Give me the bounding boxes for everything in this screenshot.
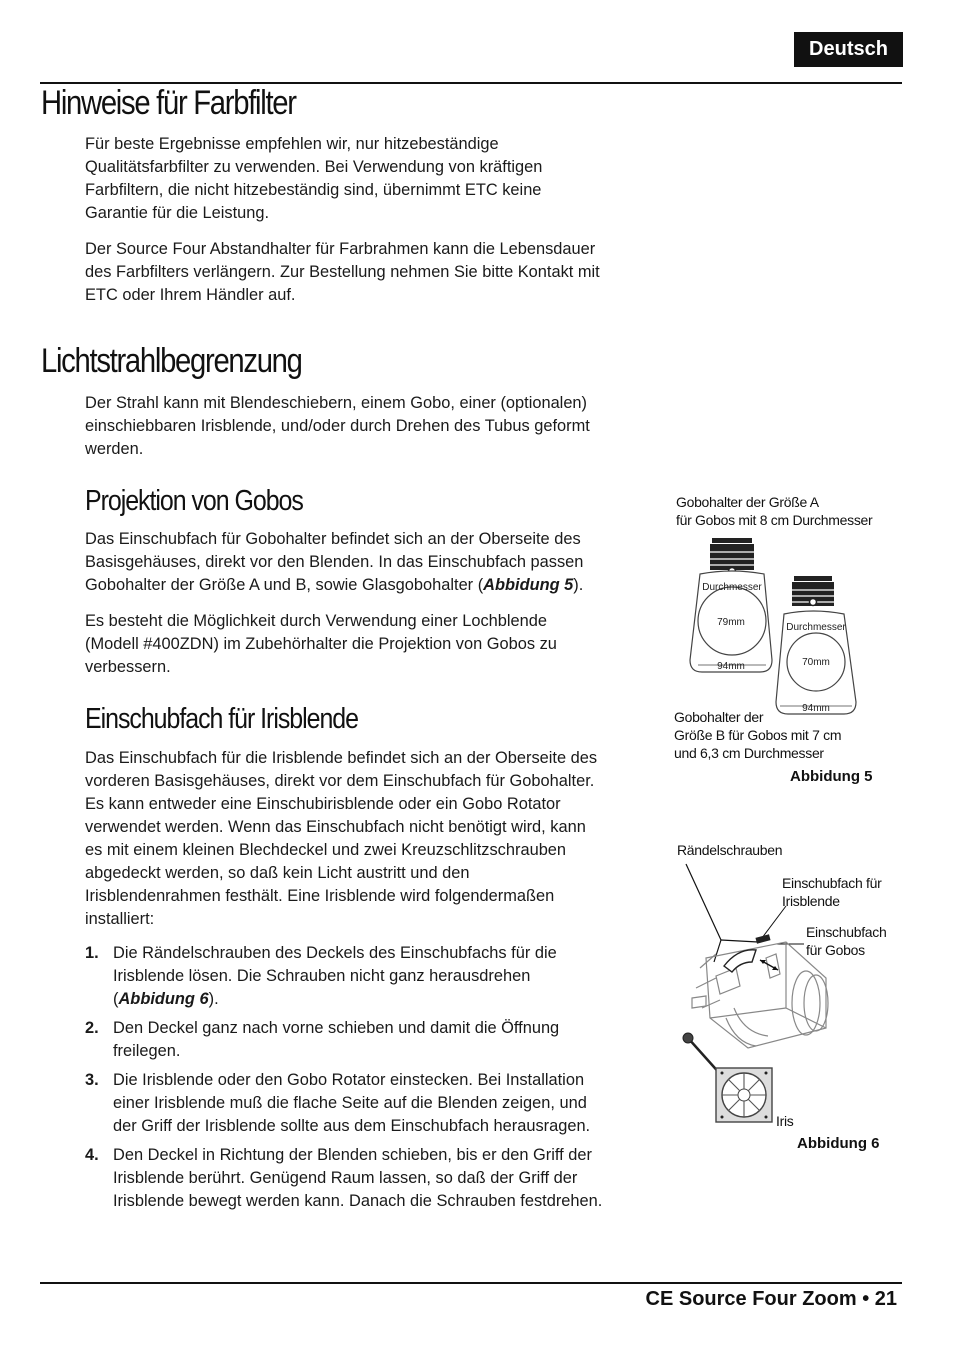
step-item: 1. Die Rändelschrauben des Deckels des Einschubfachs für die Irisblende lösen. Die Schrauben nicht ganz herausdrehen (Abbidung 6). [85,944,557,1008]
figure-reference: Abbidung 6 [118,990,209,1008]
subsection-title-iris: Einschubfach für Irisblende [85,703,358,735]
figure6-label-thumbscrews: Rändelschrauben [677,842,783,858]
gobo-holder-a [690,538,772,672]
figure6-label-gobo-slot: Einschubfach für Gobos [806,924,887,958]
svg-text:94mm: 94mm [802,703,830,714]
step-item: 4. Den Deckel in Richtung der Blenden schieben, bis er den Griff der Irisblende berührt. Genügend Raum lassen, so daß der Griff der Irisblende bewegt werden kann. Danach die Schrauben festdrehen. [85,1146,603,1210]
step-item: 2. Den Deckel ganz nach vorne schieben und damit die Öffnung freilegen. [85,1019,560,1060]
step-item: 3. Die Irisblende oder den Gobo Rotator einstecken. Bei Installation einer Irisblende muß die flache Seite auf die Blenden zeigen, und der Griff der Irisblende sollte aus dem Einschubfach herausragen. [85,1071,591,1135]
language-badge: Deutsch [794,32,903,67]
iris-slot-illustration [676,858,906,1128]
gobo-holder-b [776,576,856,714]
figure5-label-size-b: Gobohalter der Größe B für Gobos mit 7 cm und 6,3 cm Durchmesser [674,709,842,761]
paragraph-color-filters-2: Der Source Four Abstandhalter für Farbrahmen kann die Lebensdauer des Farbfilters verlängern. Zur Bestellung nehmen Sie bitte Kontakt mit ETC oder Ihrem Händler auf. [85,240,600,304]
figure-reference: Abbidung 5 [483,576,574,594]
footer-rule [40,1282,902,1284]
svg-text:Durchmesser: Durchmesser [786,622,846,633]
section-title-beam-shaping: Lichtstrahlbegrenzung [41,342,302,380]
figure5-label-size-a: Gobohalter der Größe A für Gobos mit 8 cm Durchmesser [676,494,873,528]
iris-icon [716,1068,772,1122]
figure5-caption: Abbidung 5 [790,768,873,785]
paragraph-beam-shaping: Der Strahl kann mit Blendeschiebern, einem Gobo, einer (optionalen) einschiebbaren Irisblende, und/oder durch Drehen des Tubus geformt werden. [85,394,590,458]
svg-text:70mm: 70mm [802,657,830,668]
svg-text:79mm: 79mm [717,617,745,628]
figure6-caption: Abbidung 6 [797,1135,880,1152]
subsection-title-gobos: Projektion von Gobos [85,485,303,517]
paragraph-color-filters-1: Für beste Ergebnisse empfehlen wir, nur hitzebeständige Qualitätsfarbfilter zu verwenden. Bei Verwendung von kräftigen Farbfiltern, die nicht hitzebeständig sind, übernimmt ETC keine Garantie für die Leistung. [85,135,543,222]
luminaire-body [692,942,828,1048]
installation-steps [85,942,660,1219]
paragraph-iris: Das Einschubfach für die Irisblende befindet sich an der Oberseite des vorderen Basisgehäuses, direkt vor dem Einschubfach für Gobohalter. Es kann entweder eine Einschubirisblende oder ein Gobo Rotator verwendet werden. Wenn das Einschubfach nicht benötigt wird, kann es mit einem kleinen Blechdeckel und zwei Kreuzschlitzschrauben abgedeckt werden, so daß kein Licht austritt und den Irisblendenrahmen festhält. Eine Irisblende wird folgendermaßen installiert: [85,749,598,928]
paragraph-gobos-2: Es besteht die Möglichkeit durch Verwendung einer Lochblende (Modell #400ZDN) im Zubehörhalter die Projektion von Gobos zu verbessern. [85,612,557,676]
footer-title: CE Source Four Zoom • 21 [645,1288,897,1310]
figure6-label-iris: Iris [776,1113,794,1129]
paragraph-gobos-1: Das Einschubfach für Gobohalter befindet sich an der Oberseite des Basisgehäuses, direkt vor den Blenden. In das Einschubfach passen Gobohalter der Größe A und B, sowie Glasgobohalter (Abbidung 5). [85,530,584,594]
gobo-holders-illustration [680,530,880,720]
svg-text:94mm: 94mm [717,661,745,672]
section-title-color-filters: Hinweise für Farbfilter [41,84,296,122]
figure6-label-iris-slot: Einschubfach für Irisblende [782,875,882,909]
svg-text:Durchmesser: Durchmesser [702,582,762,593]
